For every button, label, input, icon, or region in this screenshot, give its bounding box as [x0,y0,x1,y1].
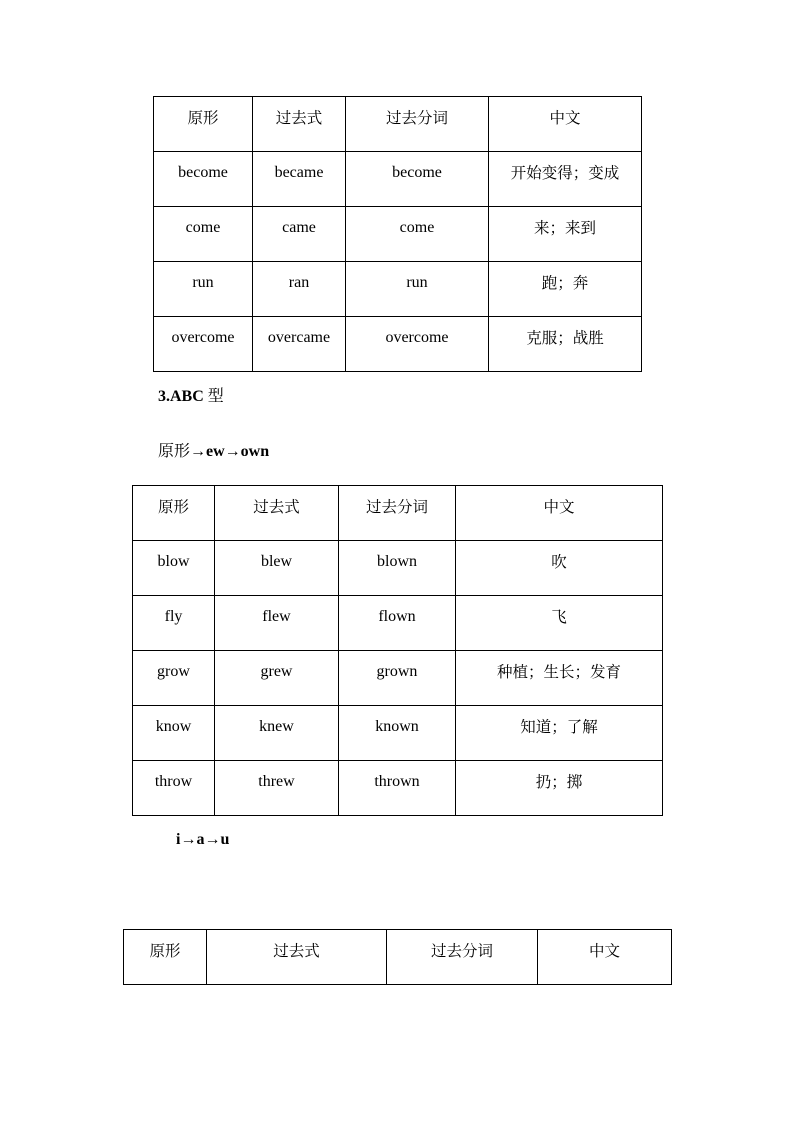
verb-table-1 [153,96,642,372]
section-number: 3.ABC [158,388,204,405]
cell-base-form: throw [133,761,215,816]
cell-past-participle: grown [339,651,456,706]
cell-past-participle: flown [339,596,456,651]
cell-base-form: overcome [154,317,253,372]
section-heading [158,386,224,407]
cell-past-tense: threw [215,761,339,816]
cell-base-form: come [154,207,253,262]
header-chinese: 中文 [489,97,642,152]
cell-past-tense: flew [215,596,339,651]
table-row [133,651,663,706]
pattern-prefix: 原形 [158,441,191,460]
header-base-form: 原形 [154,97,253,152]
cell-base-form: know [133,706,215,761]
cell-past-participle: overcome [346,317,489,372]
table-row [154,207,642,262]
cell-past-participle: thrown [339,761,456,816]
cell-past-participle: known [339,706,456,761]
cell-chinese: 飞 [456,596,663,651]
cell-base-form: fly [133,596,215,651]
header-past-tense: 过去式 [207,930,387,985]
cell-past-participle: come [346,207,489,262]
cell-past-participle: become [346,152,489,207]
table-row [154,262,642,317]
cell-base-form: grow [133,651,215,706]
header-chinese: 中文 [538,930,672,985]
table-header-row [133,486,663,541]
header-base-form: 原形 [133,486,215,541]
table-header-row [154,97,642,152]
table-row [133,596,663,651]
pattern-rule: i→a→u [176,831,230,848]
table-row [133,706,663,761]
cell-base-form: run [154,262,253,317]
section-type-label: 型 [207,386,224,405]
pattern-rule: →ew→own [190,443,270,460]
header-past-tense: 过去式 [253,97,346,152]
table-header-row [124,930,672,985]
table-row [133,761,663,816]
cell-chinese: 知道；了解 [456,706,663,761]
cell-past-tense: came [253,207,346,262]
cell-chinese: 种植；生长；发育 [456,651,663,706]
cell-base-form: blow [133,541,215,596]
cell-chinese: 跑；奔 [489,262,642,317]
cell-chinese: 克服；战胜 [489,317,642,372]
verb-table-3 [123,929,672,985]
header-past-participle: 过去分词 [339,486,456,541]
cell-past-tense: grew [215,651,339,706]
cell-chinese: 开始变得；变成 [489,152,642,207]
pattern-heading-i-a-u [176,830,229,850]
header-base-form: 原形 [124,930,207,985]
header-past-tense: 过去式 [215,486,339,541]
cell-base-form: become [154,152,253,207]
cell-past-participle: blown [339,541,456,596]
cell-past-tense: knew [215,706,339,761]
cell-chinese: 吹 [456,541,663,596]
cell-past-participle: run [346,262,489,317]
cell-chinese: 扔；掷 [456,761,663,816]
header-chinese: 中文 [456,486,663,541]
cell-past-tense: overcame [253,317,346,372]
cell-past-tense: became [253,152,346,207]
table-row [154,317,642,372]
verb-table-2 [132,485,663,816]
table-row [154,152,642,207]
cell-past-tense: blew [215,541,339,596]
cell-past-tense: ran [253,262,346,317]
header-past-participle: 过去分词 [346,97,489,152]
pattern-heading-ew-own [158,441,269,462]
header-past-participle: 过去分词 [387,930,538,985]
cell-chinese: 来；来到 [489,207,642,262]
table-row [133,541,663,596]
